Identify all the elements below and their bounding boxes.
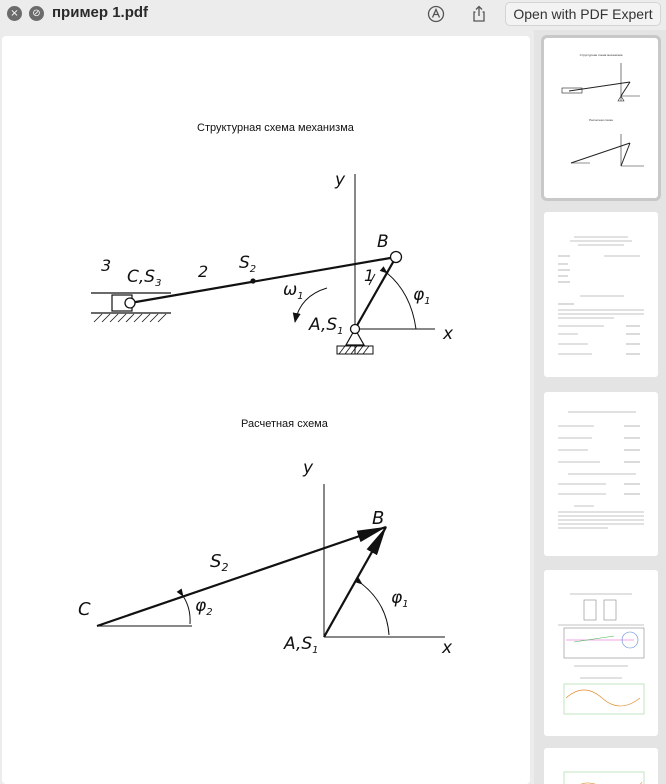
label-omega1: $\omega_1$ xyxy=(283,280,304,302)
page-thumbnail-4[interactable] xyxy=(544,570,658,736)
label-phi1-2: $\varphi_1$ xyxy=(391,588,409,610)
diagram2-title: Расчетная схема xyxy=(241,418,328,430)
title-bar xyxy=(0,0,666,30)
thumb5-preview xyxy=(544,748,658,784)
label-b2: B xyxy=(372,508,385,529)
connecting-rod-2 xyxy=(130,253,396,303)
vector-ab xyxy=(324,527,386,637)
label-c2: C xyxy=(78,599,91,620)
label-x2: x xyxy=(442,638,453,658)
page-thumbnail-2[interactable] xyxy=(544,212,658,377)
label-link-2: 2 xyxy=(198,262,209,281)
label-link-1: 1 xyxy=(364,266,375,285)
phi2-arc xyxy=(183,596,190,624)
share-icon[interactable] xyxy=(469,4,489,24)
close-icon[interactable]: × xyxy=(7,6,22,21)
label-c-s3: $C,S_3$ xyxy=(127,267,162,289)
label-phi1: $\varphi_1$ xyxy=(413,285,431,307)
diagram1-title: Структурная схема механизма xyxy=(197,122,354,134)
document-title: пример 1.pdf xyxy=(52,4,149,21)
joint-c xyxy=(125,298,135,308)
computation-diagram xyxy=(97,484,445,637)
label-y: y xyxy=(335,170,346,190)
joint-a xyxy=(351,325,360,334)
mechanism-diagram xyxy=(91,170,435,354)
phi1-arc xyxy=(387,273,416,329)
page-diagrams xyxy=(2,36,530,784)
thumb1-preview xyxy=(544,38,658,198)
open-with-pdf-expert-button[interactable]: Open with PDF Expert xyxy=(505,2,661,26)
disable-icon[interactable]: ⊘ xyxy=(29,6,44,21)
point-s2 xyxy=(250,278,255,283)
thumbnail-sidebar xyxy=(534,30,666,784)
label-a-s1-2: $A,S_1$ xyxy=(284,634,319,656)
phi1-arc-2 xyxy=(362,584,389,635)
label-y2: y xyxy=(303,458,314,478)
label-x: x xyxy=(443,324,454,344)
label-link-3: 3 xyxy=(101,256,112,275)
crank-1 xyxy=(355,257,396,329)
label-phi2: $\varphi_2$ xyxy=(195,596,213,618)
label-b: B xyxy=(377,232,389,252)
markup-icon[interactable] xyxy=(426,4,446,24)
label-s2-2: $S_2$ xyxy=(210,551,229,574)
joint-b xyxy=(391,252,402,263)
thumb1-title2: Расчетная схема xyxy=(589,118,613,122)
vector-cb xyxy=(97,527,386,626)
page-thumbnail-3[interactable] xyxy=(544,392,658,556)
thumb2-preview xyxy=(544,212,658,377)
thumb1-title1: Структурная схема механизма xyxy=(579,53,623,57)
page-thumbnail-5[interactable] xyxy=(544,748,658,784)
thumb3-preview xyxy=(544,392,658,556)
thumb4-preview xyxy=(544,570,658,736)
slider-hatching xyxy=(94,314,166,322)
label-s2: $S_2$ xyxy=(239,253,257,275)
label-a-s1: $A,S_1$ xyxy=(309,315,344,337)
page-thumbnail-1[interactable] xyxy=(544,38,658,198)
pdf-page xyxy=(2,36,530,784)
